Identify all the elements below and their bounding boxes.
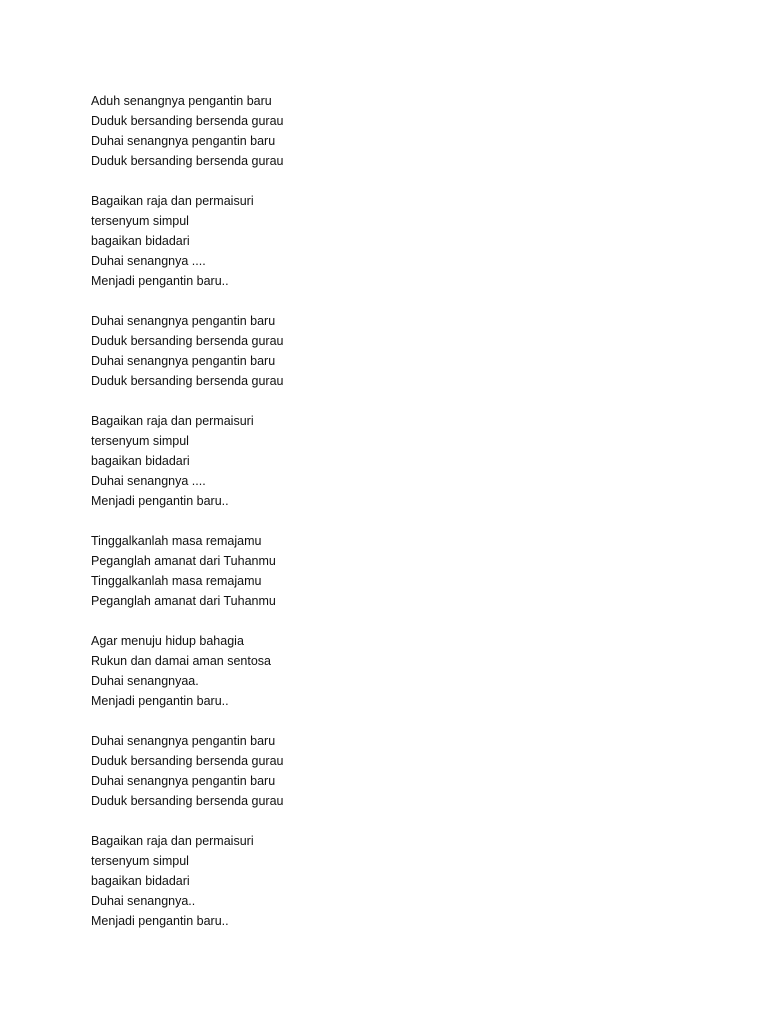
stanza [91,91,691,171]
lyrics-body [91,91,691,951]
lyric-line: Duduk bersanding bersenda gurau [91,334,284,348]
lyric-line: tersenyum simpul [91,434,189,448]
lyric-line: Peganglah amanat dari Tuhanmu [91,554,276,568]
lyric-line: Duhai senangnya pengantin baru [91,354,276,368]
lyric-line: Duduk bersanding bersenda gurau [91,114,284,128]
lyric-line: Duhai senangnyaa. [91,674,199,688]
lyric-line: Duhai senangnya.. [91,894,196,908]
lyric-line: Duhai senangnya pengantin baru [91,134,276,148]
stanza [91,411,691,511]
lyric-line: Rukun dan damai aman sentosa [91,654,271,668]
lyric-line: Menjadi pengantin baru.. [91,694,229,708]
lyric-line: Duhai senangnya .... [91,254,206,268]
stanza [91,531,691,611]
lyric-line: Menjadi pengantin baru.. [91,274,229,288]
stanza [91,631,691,711]
lyric-line: tersenyum simpul [91,214,189,228]
lyric-line: bagaikan bidadari [91,874,190,888]
lyric-line: Bagaikan raja dan permaisuri [91,834,254,848]
lyric-line: Duduk bersanding bersenda gurau [91,794,284,808]
lyric-line: Menjadi pengantin baru.. [91,494,229,508]
lyric-line: bagaikan bidadari [91,454,190,468]
lyric-line: Tinggalkanlah masa remajamu [91,574,262,588]
lyric-line: Duhai senangnya pengantin baru [91,314,276,328]
lyric-line: Duduk bersanding bersenda gurau [91,374,284,388]
lyric-line: tersenyum simpul [91,854,189,868]
lyric-line: Agar menuju hidup bahagia [91,634,244,648]
lyric-line: Menjadi pengantin baru.. [91,914,229,928]
lyric-line: Duhai senangnya .... [91,474,206,488]
stanza [91,311,691,391]
lyric-line: bagaikan bidadari [91,234,190,248]
stanza [91,831,691,931]
lyric-line: Bagaikan raja dan permaisuri [91,414,254,428]
lyric-line: Duhai senangnya pengantin baru [91,734,276,748]
lyric-line: Duduk bersanding bersenda gurau [91,754,284,768]
lyric-line: Tinggalkanlah masa remajamu [91,534,262,548]
stanza [91,191,691,291]
stanza [91,731,691,811]
lyric-line: Aduh senangnya pengantin baru [91,94,272,108]
lyric-line: Duhai senangnya pengantin baru [91,774,276,788]
lyric-line: Duduk bersanding bersenda gurau [91,154,284,168]
lyric-line: Peganglah amanat dari Tuhanmu [91,594,276,608]
lyric-line: Bagaikan raja dan permaisuri [91,194,254,208]
